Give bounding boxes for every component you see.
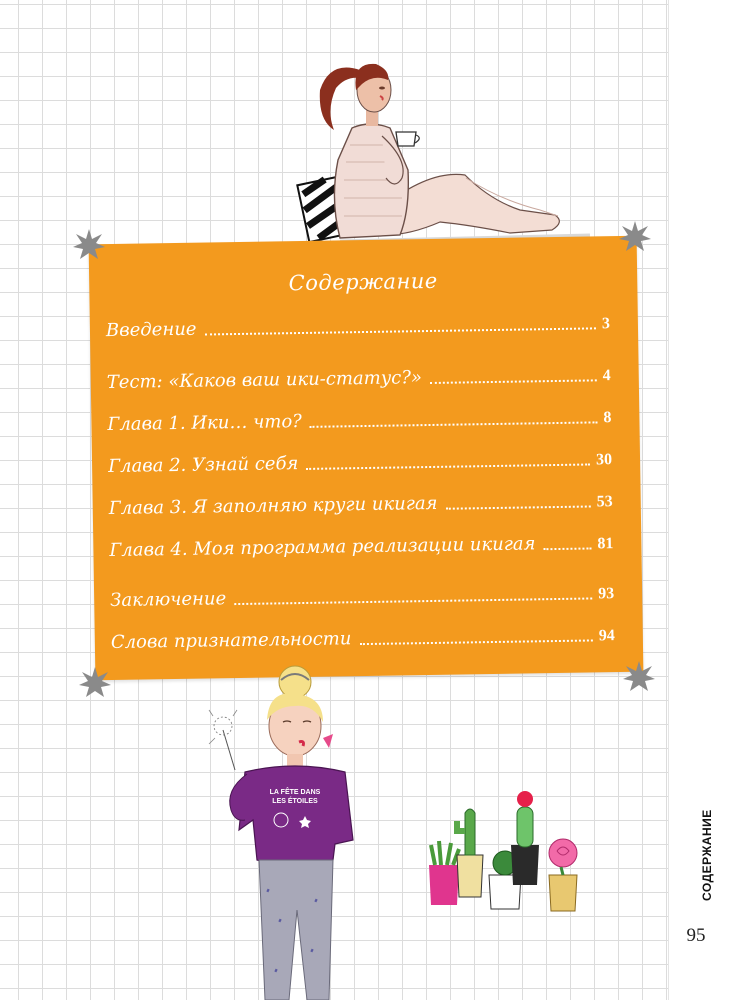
toc-entry[interactable] — [108, 444, 612, 478]
toc-leader-dots — [234, 597, 592, 605]
toc-leader-dots — [430, 379, 597, 384]
page-number: 95 — [686, 925, 706, 946]
toc-entry-label: Глава 2. Узнай себя — [107, 453, 299, 478]
toc-entry-page: 30 — [595, 451, 613, 469]
star-icon — [618, 220, 652, 254]
toc-entry-page: 81 — [597, 535, 614, 553]
shirt-text: LA FÊTE DANS — [269, 789, 321, 796]
toc-entry-page: 4 — [602, 367, 611, 385]
section-label: СОДЕРЖАНИЕ — [700, 809, 714, 901]
toc-entry[interactable] — [106, 308, 610, 342]
toc-leader-dots — [306, 463, 590, 469]
toc-leader-dots — [310, 421, 598, 428]
toc-leader-dots — [446, 505, 591, 509]
star-icon — [622, 660, 656, 694]
toc-entry-page: 8 — [603, 409, 612, 427]
toc-entry-page: 93 — [598, 585, 615, 603]
toc-leader-dots — [205, 327, 596, 335]
toc-title: Содержание — [288, 268, 438, 296]
svg-text:LES ÉTOILES: LES ÉTOILES — [272, 798, 318, 805]
cactus-pots-illustration — [415, 785, 605, 915]
dandelion-icon — [209, 710, 237, 770]
woman-with-coffee-illustration — [290, 50, 590, 250]
toc-leader-dots — [359, 639, 592, 645]
toc-entry-page: 3 — [601, 315, 611, 333]
toc-entry-label: Глава 4. Моя программа реализации икигая — [109, 533, 536, 562]
toc-entry[interactable] — [109, 528, 613, 562]
star-icon — [78, 666, 112, 700]
toc-panel — [89, 236, 644, 681]
toc-entry[interactable] — [111, 620, 615, 654]
toc-entry[interactable] — [109, 486, 613, 520]
toc-entry-page: 94 — [598, 627, 615, 645]
toc-entry-label: Слова признательности — [110, 628, 352, 654]
toc-leader-dots — [544, 547, 592, 550]
toc-entry-label: Глава 3. Я заполняю круги икигая — [108, 492, 438, 520]
coffee-cup-icon — [396, 132, 419, 146]
toc-entry-label: Заключение — [110, 588, 227, 612]
toc-entry-label: Тест: «Каков ваш ики-статус?» — [106, 367, 423, 394]
star-icon — [72, 228, 106, 262]
woman-with-dandelion-illustration — [195, 660, 365, 1000]
toc-entry-page: 53 — [596, 493, 613, 511]
toc-entry-label: Глава 1. Ики… что? — [107, 411, 303, 436]
toc-entry[interactable] — [107, 360, 611, 394]
toc-entry[interactable] — [110, 578, 614, 612]
toc-entry[interactable] — [107, 402, 611, 436]
toc-entry-label: Введение — [105, 318, 197, 342]
